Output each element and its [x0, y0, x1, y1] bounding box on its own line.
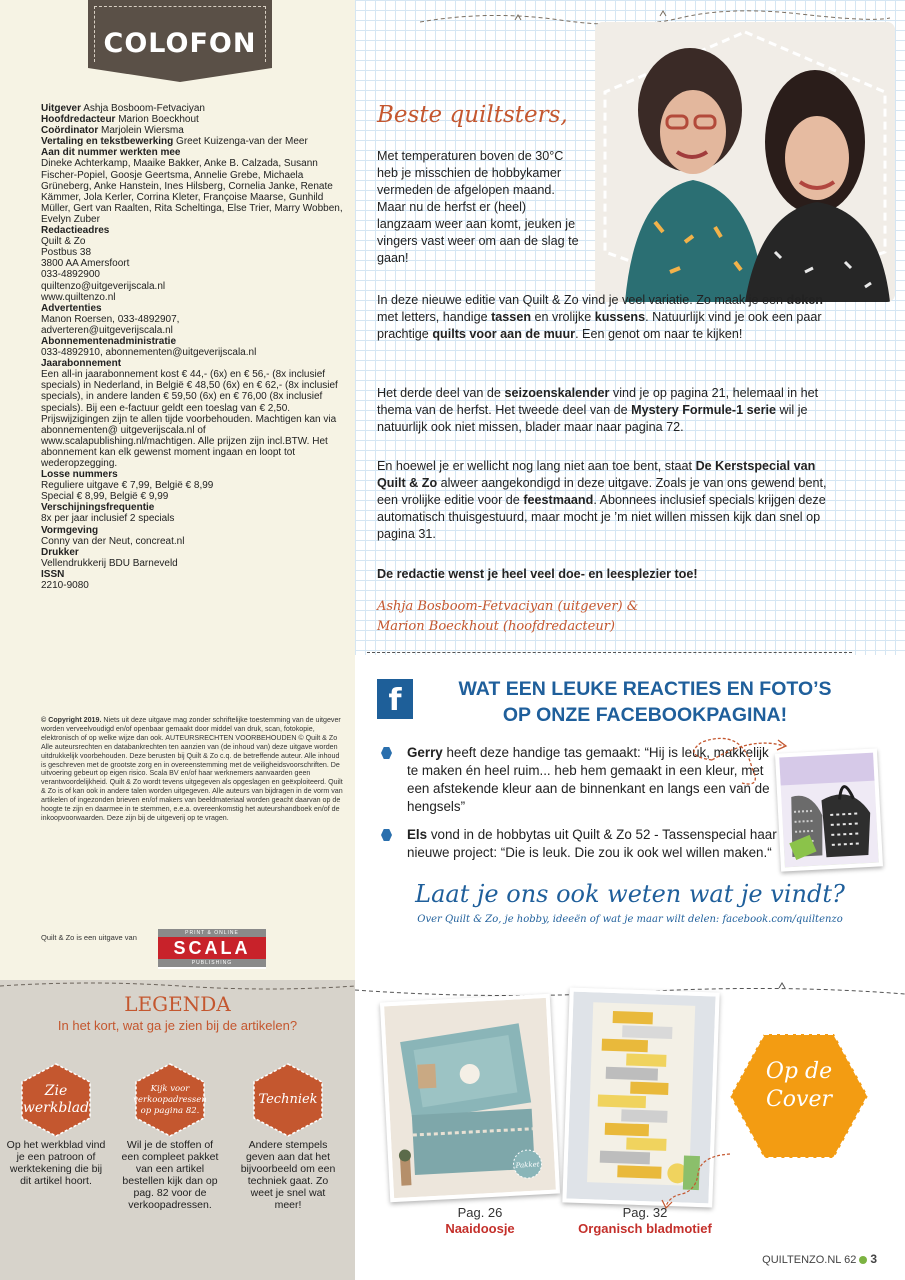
colofon-entry-label: Uitgever: [41, 103, 82, 114]
text-span: alweer aangekondigd in deze uitgave. Zoals je van ons gewend bent, een vrolijke editie voor de: [377, 476, 827, 507]
colofon-entry: [41, 303, 346, 314]
colofon-entry: [41, 569, 346, 580]
colofon-entry: [41, 502, 346, 513]
editors-photo: [595, 22, 895, 302]
colofon-entry: [41, 547, 346, 558]
colofon-entry: [41, 369, 346, 469]
signature-line-2: Marion Boeckhout (hoofdredacteur): [377, 619, 615, 634]
reaction-els: [407, 826, 782, 862]
text-span: . Abonnees inclusief specials krijgen deze automatisch thuisgestuurd, maar mocht je ’m niet willen missen kijk dan snel op pagina 31.: [377, 493, 826, 541]
colofon-entry: [41, 336, 346, 347]
colofon-entry-value: Conny van der Neut, concreat.nl: [41, 535, 185, 547]
bold-span: feestmaand: [523, 493, 594, 507]
cover-title: Organisch bladmotief: [578, 1221, 712, 1236]
scala-logo-bottom: PUBLISHING: [158, 959, 266, 967]
colofon-entry-value: www.quiltenzo.nl: [41, 291, 116, 303]
colofon-entry: [41, 236, 346, 247]
colofon-entry-value: Quilt & Zo: [41, 236, 86, 248]
colofon-entry-value: Ashja Bosboom-Fetvaciyan: [81, 103, 205, 114]
colofon-entry: [41, 536, 346, 547]
colofon-entry: [41, 525, 346, 536]
text-span: . Een genot om naar te kijken!: [575, 327, 743, 341]
op-de-cover-label: Op de Cover: [765, 1059, 833, 1112]
letter-paragraph-3: [377, 385, 847, 436]
text-span: In deze nieuwe editie van Quilt & Zo vind je veel variatie. Zo maak je een: [377, 293, 787, 307]
colofon-entry-value: 033-4892900: [41, 269, 100, 281]
curl-arrow-icon: [660, 1150, 740, 1210]
cta-subtitle[interactable]: Over Quilt & Zo, je hobby, ideeën of wat je maar wilt delen: facebook.com/quiltenzo: [417, 914, 843, 925]
facebook-bag-photo: [775, 748, 883, 871]
signature-line-1: Ashja Bosboom-Fetvaciyan (uitgever) &: [377, 599, 639, 614]
legenda-title: LEGENDA: [124, 992, 231, 1016]
colofon-title: COLOFON: [103, 28, 257, 59]
copyright-notice: [41, 716, 344, 823]
colofon-entry-label: Jaarabonnement: [41, 358, 122, 370]
colofon-entry: [41, 558, 346, 569]
colofon-entry: [41, 580, 346, 591]
colofon-entry-label: Coördinator: [41, 125, 99, 137]
text-span: En hoewel je er wellicht nog lang niet aan toe bent, staat: [377, 459, 696, 473]
colofon-entry-label: Abonnementenadministratie: [41, 335, 177, 347]
colofon-entry-value: Een all-in jaarabonnement kost € 44,- (6x) en € 56,- (8x inclusief specials) in Nederland, in België € 48,50 (6x) en € 62,- (8x inclusief specials), in andere landen € 59,50 (6x) en € 76,00 (8x inclusief specials). Bij een e-factuur geldt een toeslag van € 2,50. Prijswijzigingen zijn te allen tijde voorbehouden. Machtigen kan via abonnementen@ uitgeverijscala.nl of www.scalapublishing.nl/machtigen. Alle prijzen zijn incl.BTW. Het abonnement kan elk gewenst moment ingaan en loopt tot wederopzegging.: [41, 369, 338, 469]
colofon-entry-value: Reguliere uitgave € 7,99, België € 8,99: [41, 480, 214, 492]
reaction-text: vond in de hobbytas uit Quilt & Zo 52 - Tassenspecial haar nieuwe project: “Die is leuk. Die zou ik ook wel willen maken.“: [407, 827, 777, 860]
colofon-entry: [41, 114, 346, 125]
colofon-entry-label: Vertaling en tekstbewerking: [41, 136, 174, 148]
publisher-line: Quilt & Zo is een uitgave van: [41, 933, 137, 942]
colofon-entry-value: Dineke Achterkamp, Maaike Bakker, Anke B. Calzada, Susann Fischer-Popiel, Goosje Geertsma, Annelie Grebe, Michaela Grüneberg, Anke Hanstein, Ines Hilsberg, Cornelia Janke, Renate Kämmer, Jola Kerler, Corrina Kleter, Françoise Maarse, Gunhild Müller, Gert van Raalten, Rita Scheltinga, Else Trier, Marry Wobben, Evelyn Zuber: [41, 158, 343, 225]
colofon-tag: [88, 0, 272, 68]
colofon-entry: [41, 491, 346, 502]
bold-span: Mystery Formule-1 serie: [631, 403, 777, 417]
colofon-entry: [41, 314, 346, 325]
hexagon-bullet-icon: [381, 747, 392, 759]
colofon-entry-label: Hoofdredacteur: [41, 114, 116, 126]
colofon-entry: [41, 225, 346, 236]
colofon-entry: [41, 325, 346, 336]
colofon-entry-value: quiltenzo@uitgeverijscala.nl: [41, 280, 166, 292]
colofon-entry-label: Verschijningsfrequentie: [41, 502, 155, 514]
legenda-panel: [0, 980, 355, 1280]
colofon-entry: [41, 480, 346, 491]
cover-page: Pag. 26: [457, 1205, 503, 1220]
pakket-badge: Pakket: [515, 1160, 540, 1170]
stamp-techniek-label: Techniek: [258, 1092, 318, 1107]
facebook-heading-line-1: WAT EEN LEUKE REACTIES EN FOTO’S: [458, 678, 832, 700]
colofon-entry-value: Marjolein Wiersma: [98, 125, 184, 137]
colofon-entry-label: ISSN: [41, 568, 65, 580]
colofon-entry-value: Special € 8,99, België € 9,99: [41, 491, 169, 503]
colofon-entry-value: Vellendrukkerij BDU Barneveld: [41, 557, 178, 569]
colofon-entry-value: 2210-9080: [41, 580, 89, 592]
cover-page: Pag. 32: [622, 1205, 668, 1220]
colofon-entry-value: Postbus 38: [41, 247, 92, 259]
footer-site: QUILTENZO.NL 62: [762, 1254, 857, 1266]
colofon-entry-value: 033-4892910, abonnementen@uitgeverijscala.nl: [41, 347, 257, 359]
text-span: wil je natuurlijk ook niet missen, blader maar naar pagina 72.: [377, 403, 808, 434]
cover-caption-naaidoosje: [430, 1205, 530, 1237]
text-span: Het derde deel van de: [377, 386, 505, 400]
bold-span: De Kerstspecial van Quilt & Zo: [377, 459, 816, 490]
scala-logo-top: PRINT & ONLINE: [158, 929, 266, 937]
scala-logo-main: SCALA: [158, 937, 266, 959]
colofon-entry: [41, 247, 346, 258]
greeting: Beste quiltsters,: [377, 102, 568, 128]
colofon-entry: [41, 292, 346, 303]
colofon-entry: [41, 281, 346, 292]
colofon-entry: [41, 347, 346, 358]
copyright-label: © Copyright 2019.: [41, 716, 102, 724]
colofon-entry-label: Redactieadres: [41, 225, 110, 237]
colofon-entry-value: Greet Kuizenga-van der Meer: [173, 136, 308, 148]
colofon-entry: [41, 269, 346, 280]
legend-description-verkoop: Wil je de stoffen of een compleet pakket van een artikel bestellen kijk dan op pag. 82 voor de verkoopadressen.: [121, 1139, 219, 1211]
text-span: vind je op pagina 21, helemaal in het thema van de herfst. Het tweede deel van de: [377, 386, 819, 417]
signature: [377, 597, 638, 637]
legenda-subtitle: In het kort, wat ga je zien bij de artikelen?: [57, 1018, 298, 1033]
colofon-entry: [41, 158, 346, 225]
colofon-entry-value: adverteren@uitgeverijscala.nl: [41, 324, 173, 336]
legenda-stitch: [0, 980, 355, 992]
colofon-panel: [0, 0, 355, 980]
text-span: met letters, handige: [377, 310, 492, 324]
reaction-name: Els: [407, 827, 428, 842]
reaction-text: heeft deze handige tas gemaakt: “Hij is leuk, makkelijk te maken én heel ruim... heb hem gemaakt in een kleur, met een afstekende kleur aan de binnenkant en langs een van de hengsels”: [407, 745, 770, 814]
scala-logo[interactable]: [158, 929, 266, 969]
bold-span: seizoenskalender: [504, 386, 610, 400]
colofon-entry-label: Aan dit nummer werkten mee: [41, 147, 181, 159]
text-span: en vrolijke: [531, 310, 595, 324]
colofon-entry: [41, 469, 346, 480]
colofon-entry-label: Drukker: [41, 546, 79, 558]
colofon-entry-value: 3800 AA Amersfoort: [41, 258, 130, 270]
letter-paragraph-1: Met temperaturen boven de 30°C heb je misschien de hobbykamer vermeden de afgelopen maand. Maar nu de herfst er (heel) langzaam weer aan komt, jeuken je vingers vast weer om aan de slag te gaan!: [377, 149, 579, 265]
op-de-cover-badge: [728, 1030, 870, 1162]
bold-span: kussens: [594, 310, 646, 324]
bold-span: quilts voor aan de muur: [432, 327, 576, 341]
cover-title: Naaidoosje: [445, 1221, 515, 1236]
colofon-entry: [41, 136, 346, 147]
stamp-verkoopadressen-icon: [132, 1062, 208, 1138]
footer-page-number: 3: [870, 1252, 877, 1266]
facebook-heading: [420, 676, 870, 728]
cover-photo-naaidoosje[interactable]: [380, 994, 560, 1203]
hexagon-bullet-icon: [381, 829, 392, 841]
colofon-entry: [41, 358, 346, 369]
copyright-text: Niets uit deze uitgave mag zonder schriftelijke toestemming van de uitgever worden verveelvoudigd en/of openbaar gemaakt door middel van druk, scan, fotokopie, elektronisch of op welke wijze dan ook. AUTEURSRECHTEN VOORBEHOUDEN © Quilt & Zo Alle auteursrechten en databankrechten ten aanzien van (de inhoud van) deze uitgave worden uitdrukkelijk voorbehouden. Deze berusten bij Quilt & Zo c.q. de betreffende auteur. Alle inhoud is geschreven met de grootste zorg en in overeenstemming met de veiligheidsvoorschriften. De uitvoering gebeurt op eigen risico. Scala BV en/of haar werknemers aanvaarden geen verantwoordelijkheid. Quilt & Zo wordt tevens uitgegeven als opgeslagen en geëxploiteerd. Quilt & Zo is of kan ook in andere talen worden uitgegeven. Alle auteurs van bijdragen in de vorm van artikelen of ingezonden brieven en/of makers van beeldmateriaal worden geacht daarvan op de hoogte te zijn en daarmee in te stemmen, e.e.a. overeenkomstig het auteurshandboek en/of de inkoopvoorwaarden. Deze zijn bij de uitgeverij op te vragen.: [41, 716, 343, 822]
colofon-entry-value: 8x per jaar inclusief 2 specials: [41, 513, 175, 525]
legend-description-werkblad: Op het werkblad vind je een patroon of werktekening die bij dit artikel hoort.: [6, 1139, 106, 1187]
colofon-entry-value: Manon Roersen, 033-4892907,: [41, 313, 180, 325]
footer-dot-icon: [859, 1256, 867, 1264]
stamp-werkblad-label: Zie werkblad: [22, 1083, 90, 1116]
bold-span: tassen: [491, 310, 532, 324]
letter-closing: De redactie wenst je heel veel doe- en leesplezier toe!: [377, 567, 698, 581]
letter-paragraph-4: [377, 458, 847, 543]
cta-title: Laat je ons ook weten wat je vindt?: [415, 880, 845, 908]
colofon-entry-label: Advertenties: [41, 302, 102, 314]
colofon-entry-label: Vormgeving: [41, 524, 99, 536]
facebook-icon[interactable]: f: [377, 679, 413, 719]
colofon-entries: [41, 103, 346, 591]
colofon-entry: [41, 103, 346, 114]
stamp-werkblad-icon: [18, 1062, 94, 1138]
text-span: . Natuurlijk vind je ook een paar prachtige: [377, 310, 822, 341]
colofon-entry: [41, 258, 346, 269]
stamp-techniek-icon: [250, 1062, 326, 1138]
reaction-name: Gerry: [407, 745, 443, 760]
letter-paragraph-2: [377, 292, 847, 343]
facebook-heading-line-2: OP ONZE FACEBOOKPAGINA!: [502, 704, 788, 726]
legend-description-techniek: Andere stempels geven aan dat het bijvoorbeeld om een techniek gaat. Zo weet je snel wat meer!: [240, 1139, 336, 1211]
colofon-entry: [41, 125, 346, 136]
stamp-verkoopadressen-label: Kijk voor verkoopadressen op pagina 82.: [133, 1083, 207, 1116]
bold-span: deken: [786, 293, 823, 307]
section-divider: [367, 652, 852, 653]
page-footer: [762, 1252, 877, 1266]
colofon-entry: [41, 147, 346, 158]
colofon-entry-value: Marion Boeckhout: [115, 114, 199, 126]
colofon-entry: [41, 513, 346, 524]
colofon-entry-label: Losse nummers: [41, 469, 118, 481]
